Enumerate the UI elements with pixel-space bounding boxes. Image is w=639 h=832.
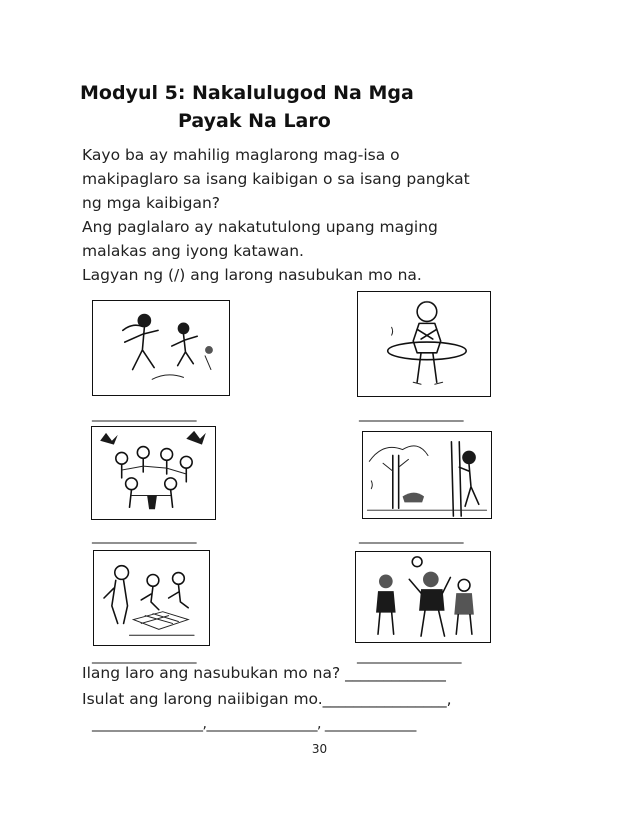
intro-line-4: Ang paglalaro ay nakatutulong upang maging: [82, 218, 438, 236]
intro-line-1: Kayo ba ay mahilig maglarong mag-isa o: [82, 146, 400, 164]
answer-blank-5[interactable]: ________________: [92, 648, 196, 664]
instruction-line: Lagyan ng (/) ang larong nasubukan mo na.: [82, 266, 422, 284]
intro-line-5: malakas ang iyong katawan.: [82, 242, 304, 260]
favorite-games-answer-blanks[interactable]: _________________,_________________, ______________: [92, 716, 416, 732]
answer-blank-6[interactable]: ________________: [357, 648, 461, 664]
module-title-line-1: Modyul 5: Nakalulugod Na Mga: [80, 82, 414, 104]
group-circle-game-picture: [91, 426, 216, 520]
children-ball-game-illustration: [356, 552, 490, 642]
children-running-game-picture: [92, 300, 230, 396]
children-running-game-illustration: [93, 301, 229, 395]
module-title-line-2: Payak Na Laro: [178, 110, 331, 132]
girl-hula-hoop-picture: [357, 291, 491, 397]
hopscotch-picture: [93, 550, 210, 646]
page-number: 30: [311, 742, 328, 756]
answer-blank-2[interactable]: ________________: [359, 406, 463, 422]
answer-blank-3[interactable]: ________________: [92, 528, 196, 544]
intro-line-3: ng mga kaibigan?: [82, 194, 220, 212]
answer-blank-4[interactable]: ________________: [359, 528, 463, 544]
answer-blank-1[interactable]: ________________: [92, 406, 196, 422]
intro-line-2: makipaglaro sa isang kaibigan o sa isang pangkat: [82, 170, 470, 188]
hopscotch-illustration: [94, 551, 209, 645]
children-ball-game-picture: [355, 551, 491, 643]
question-favorite-games: Isulat ang larong naiibigan mo.________________,: [82, 690, 452, 708]
question-games-tried: Ilang laro ang nasubukan mo na? _____________: [82, 664, 446, 682]
hide-and-seek-tree-illustration: [363, 432, 491, 518]
girl-hula-hoop-illustration: [358, 292, 490, 396]
hide-and-seek-picture: [362, 431, 492, 519]
group-circle-game-illustration: [92, 427, 215, 519]
